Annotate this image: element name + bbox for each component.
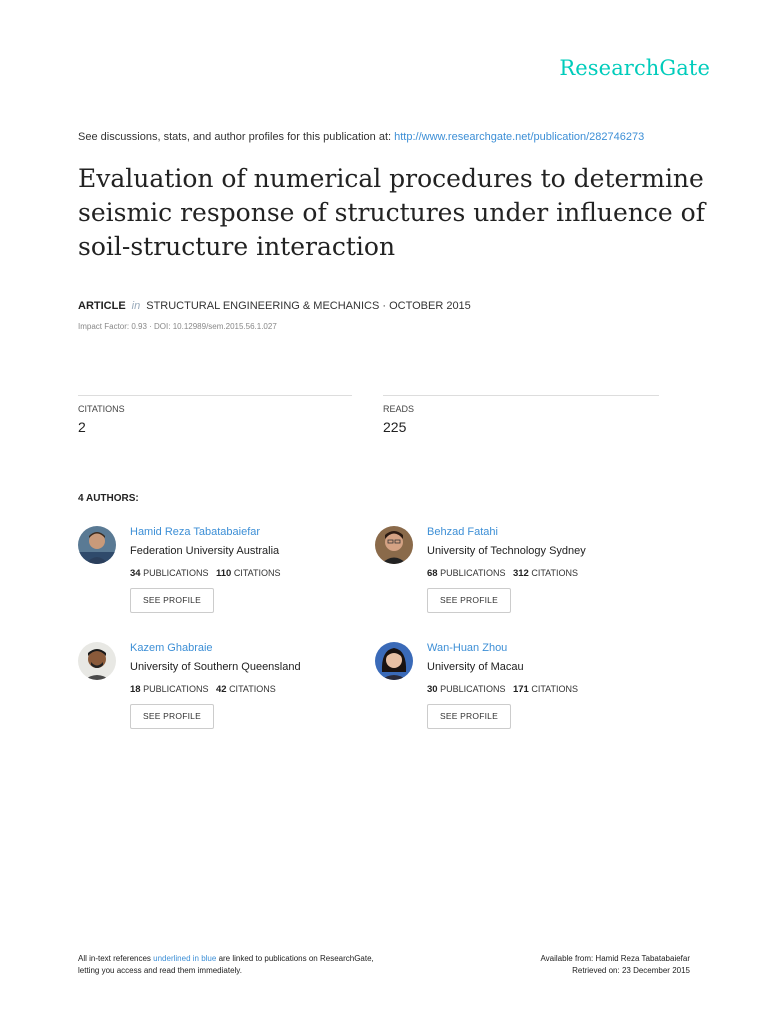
author-name[interactable]: Wan-Huan Zhou: [427, 642, 508, 654]
publications-label: PUBLICATIONS: [440, 684, 506, 694]
citations-count: 42: [215, 684, 227, 695]
author-card: [375, 526, 665, 636]
footer-source: [540, 953, 690, 977]
author-institution: University of Southern Queensland: [130, 661, 301, 673]
journal-info[interactable]: STRUCTURAL ENGINEERING & MECHANICS · OCTOBER 2015: [146, 300, 471, 312]
author-institution: University of Technology Sydney: [427, 545, 586, 557]
paper-title: Evaluation of numerical procedures to determine seismic response of structures under influence of soil-structure interaction: [78, 164, 705, 261]
publications-count: 30: [427, 684, 438, 695]
author-stats: [130, 684, 276, 695]
author-card: [78, 642, 368, 752]
citations-value: 2: [78, 419, 86, 435]
discussion-prefix: See discussions, stats, and author profiles for this publication at:: [78, 131, 392, 143]
author-card: [375, 642, 665, 752]
author-name[interactable]: Behzad Fatahi: [427, 526, 498, 538]
authors-heading: 4 AUTHORS:: [78, 493, 139, 504]
footer-note: [78, 953, 374, 977]
author-stats: [130, 568, 280, 579]
citations-label: CITATIONS: [233, 568, 281, 578]
citations-label: CITATIONS: [78, 404, 125, 414]
avatar[interactable]: [375, 642, 413, 680]
author-name[interactable]: Hamid Reza Tabatabaiefar: [130, 526, 261, 538]
author-institution: University of Macau: [427, 661, 524, 673]
avatar[interactable]: [78, 526, 116, 564]
citations-label: CITATIONS: [229, 684, 276, 694]
reads-value: 225: [383, 419, 407, 435]
citations-count: 110: [215, 568, 232, 579]
researchgate-logo[interactable]: ResearchGate: [559, 56, 710, 80]
article-meta: [78, 300, 471, 312]
author-name[interactable]: Kazem Ghabraie: [130, 642, 213, 654]
citations-label: CITATIONS: [531, 568, 579, 578]
see-profile-button[interactable]: SEE PROFILE: [130, 704, 214, 729]
publication-link[interactable]: http://www.researchgate.net/publication/282746273: [394, 131, 645, 143]
citations-label: CITATIONS: [531, 684, 579, 694]
see-profile-button[interactable]: SEE PROFILE: [130, 588, 214, 613]
article-type: ARTICLE: [78, 300, 126, 312]
citations-count: 312: [512, 568, 529, 579]
publications-label: PUBLICATIONS: [143, 684, 209, 694]
citations-count: 171: [512, 684, 529, 695]
publications-label: PUBLICATIONS: [143, 568, 209, 578]
avatar[interactable]: [375, 526, 413, 564]
available-from: Available from: Hamid Reza Tabatabaiefar: [540, 954, 690, 963]
footer-highlight: underlined in blue: [153, 954, 217, 963]
publications-count: 18: [130, 684, 141, 695]
avatar[interactable]: [78, 642, 116, 680]
retrieved-on: Retrieved on: 23 December 2015: [572, 966, 690, 975]
publications-count: 34: [130, 568, 141, 579]
divider-citations: [78, 395, 352, 396]
author-card: [78, 526, 368, 636]
publications-count: 68: [427, 568, 438, 579]
author-stats: [427, 684, 578, 695]
author-institution: Federation University Australia: [130, 545, 280, 557]
publications-label: PUBLICATIONS: [440, 568, 506, 578]
impact-doi: Impact Factor: 0.93 · DOI: 10.12989/sem.2015.56.1.027: [78, 322, 277, 331]
reads-label: READS: [383, 404, 415, 414]
discussion-line: [78, 131, 644, 143]
footer-text-2: are linked to publications on ResearchGate,: [218, 954, 374, 963]
see-profile-button[interactable]: SEE PROFILE: [427, 588, 511, 613]
divider-reads: [383, 395, 659, 396]
see-profile-button[interactable]: SEE PROFILE: [427, 704, 511, 729]
in-label: in: [131, 300, 141, 312]
author-stats: [427, 568, 578, 579]
footer-text-3: letting you access and read them immediately.: [78, 966, 242, 975]
footer-text-1: All in-text references: [78, 954, 151, 963]
